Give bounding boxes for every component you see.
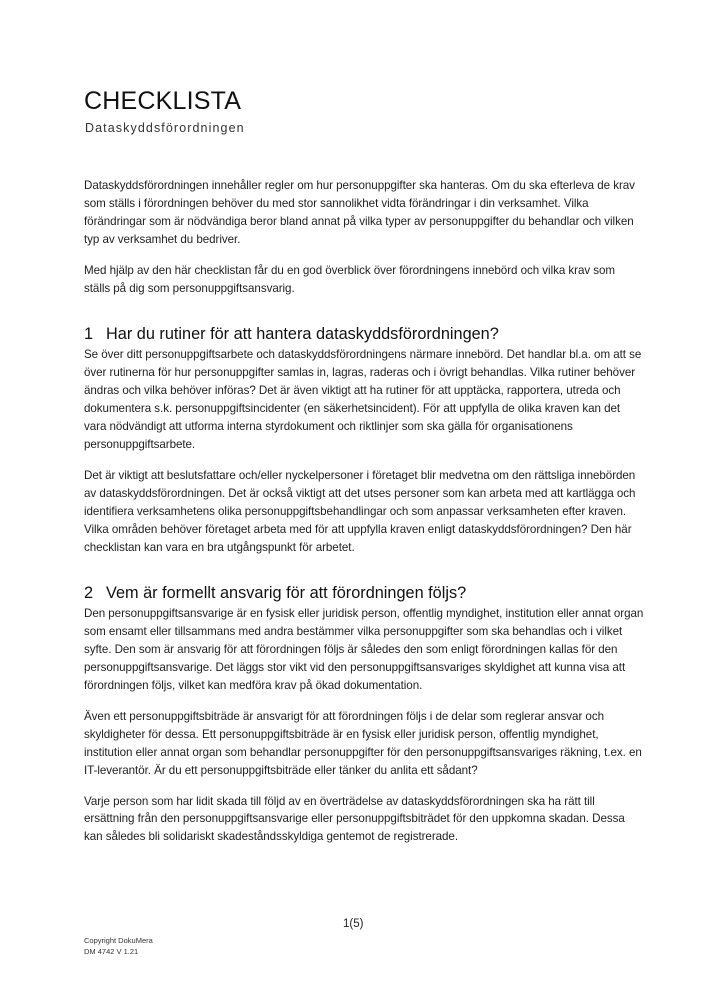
copyright-text: Copyright DokuMera [84,936,153,945]
section-heading-2 [84,582,644,604]
section-heading-text: Har du rutiner för att hantera dataskyddsförordningen? [106,325,499,344]
section-paragraph: Den personuppgiftsansvarige är en fysisk eller juridisk person, offentlig myndighet, institution eller annat organ som ensamt eller tillsammans med andra bestämmer vilka personuppgifter som ska behandlas och i vilket syfte. Den som är ansvarig för att förordningen följs är således den som enligt förordningen kallas för den personuppgiftsansvarige. Det läggs stor vikt vid den personuppgiftsansvariges skyldighet att kunna visa att förordningen följs, vilket kan medföra krav på ökad dokumentation. [84,607,644,693]
intro-paragraph: Med hjälp av den här checklistan får du en god överblick över förordningens innebörd och vilka krav som ställs på dig som personuppgiftsansvarig. [84,263,616,295]
section-paragraph: Varje person som har lidit skada till följd av en överträdelse av dataskyddsförordningen ska ha rätt till ersättning från den personuppgiftsansvarige eller personuppgiftsbiträdet för den uppkomna skadan. Dessa kan således bli solidariskt skadeståndsskyldiga gentemot de registrerade. [84,794,625,844]
section-paragraph: Det är viktigt att beslutsfattare och/eller nyckelpersoner i företaget blir medvetna om den rättsliga innebörden av dataskyddsförordningen. Det är också viktigt att det utses personer som kan arbeta med att kartlägga och identifiera verksamhetens olika personuppgiftsbehandlingar och som anpassar verksamheten efter kraven. Vilka områden behöver företaget arbeta med för att uppfylla kraven enligt dataskyddsförordningen? Den här checklistan kan vara en bra utgångspunkt för arbetet. [84,468,636,554]
section-heading-text: Vem är formellt ansvarig för att förordningen följs? [106,584,467,603]
footer-copyright-block [84,936,153,957]
page-number: 1(5) [343,918,364,930]
section-number: 2 [84,584,94,603]
section-heading-1 [84,323,644,345]
section-paragraph: Även ett personuppgiftsbiträde är ansvarigt för att förordningen följs i de delar som reglerar ansvar och skyldigheter för dessa. Ett personuppgiftsbiträde är en fysisk eller juridisk person, offentlig myndighet, institution eller annat organ som behandlar personuppgifter för den personuppgiftsansvariges räkning, t.ex. en IT-leverantör. Är du ett personuppgiftsbiträde eller tänker du anlita ett sådant? [84,709,642,777]
section-number: 1 [84,325,94,344]
document-subtitle: Dataskyddsförordningen [85,121,245,135]
document-title: CHECKLISTA [84,87,242,115]
document-body [84,177,644,859]
intro-paragraph: Dataskyddsförordningen innehåller regler om hur personuppgifter ska hanteras. Om du ska efterleva de krav som ställs i förordningen behöver du med stor sannolikhet vidta förändringar i din verksamhet. Vilka förändringar som är nödvändiga beror bland annat på vilka typer av personuppgifter du behandlar och vilken typ av verksamhet du bedriver. [84,179,635,246]
section-paragraph: Se över ditt personuppgiftsarbete och dataskyddsförordningens närmare innebörd. Det handlar bl.a. om att se över rutinerna för hur personuppgifter samlas in, lagras, raderas och i övrigt behandlas. Vilka rutiner behöver ändras och vilka behöver införas? Det är även viktigt att ha rutiner för att upptäcka, rapportera, utreda och dokumentera s.k. personuppgiftsincidenter (en säkerhetsincident). För att uppfylla de olika kraven kan det vara nödvändigt att utforma interna styrdokument och riktlinjer som ska gälla för organisationens personuppgiftsarbete. [84,348,642,451]
document-id: DM 4742 V 1.21 [84,946,139,956]
